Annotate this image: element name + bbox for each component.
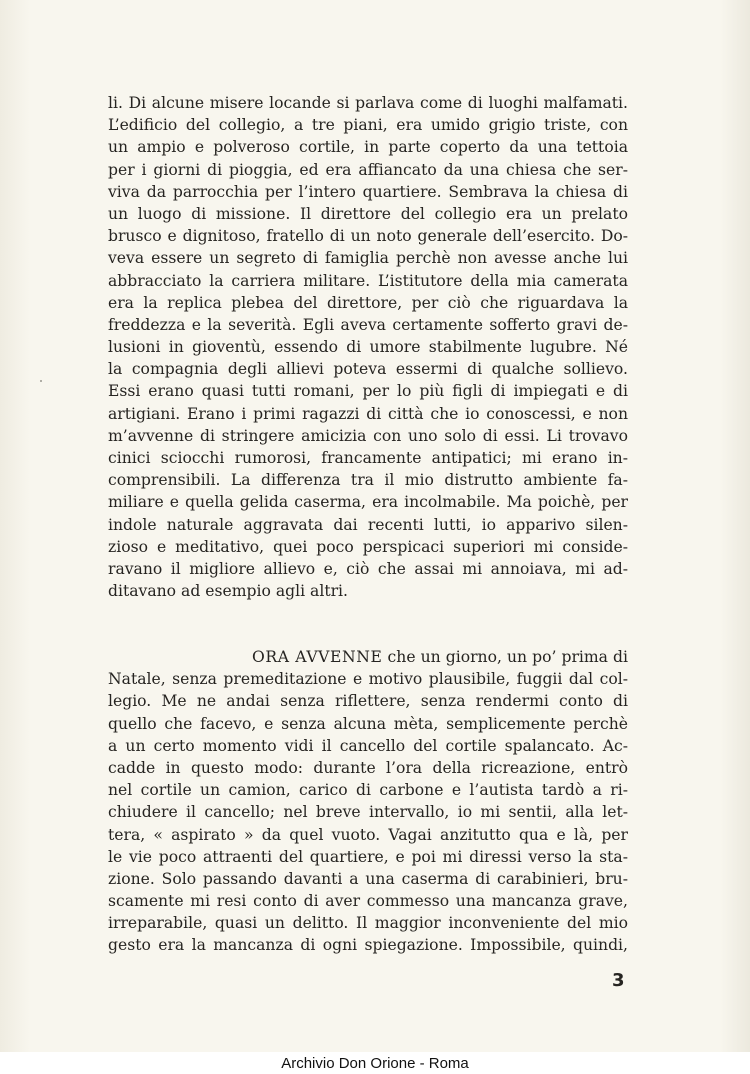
text-line: L’edificio del collegio, a tre piani, era umido grigio triste, con — [108, 116, 628, 135]
section-lead-caps: ORA AVVENNE — [252, 648, 383, 666]
archive-footer — [0, 1052, 750, 1074]
footer-label: Archivio Don Orione - Roma — [281, 1055, 469, 1072]
text-line: zione. Solo passando davanti a una caserma di carabinieri, bru- — [108, 869, 628, 888]
text-line: freddezza e la severità. Egli aveva certamente sofferto gravi de- — [108, 315, 628, 334]
text-line: un luogo di missione. Il direttore del collegio era un prelato — [108, 204, 628, 223]
text-line: cadde in questo modo: durante l’ora della ricreazione, entrò — [108, 758, 628, 777]
paragraph-1 — [108, 92, 628, 602]
text-line: viva da parrocchia per l’intero quartiere. Sembrava la chiesa di — [108, 182, 628, 201]
text-line: a un certo momento vidi il cancello del cortile spalancato. Ac- — [108, 736, 628, 755]
text-line: quello che facevo, e senza alcuna mèta, semplicemente perchè — [108, 714, 628, 733]
text-line: legio. Me ne andai senza riflettere, senza rendermi conto di — [108, 692, 628, 711]
text-line: gesto era la mancanza di ogni spiegazione. Impossibile, quindi, — [108, 936, 628, 955]
text-line: zioso e meditativo, quei poco perspicaci superiori mi conside- — [108, 537, 628, 556]
margin-speck — [40, 380, 42, 382]
text-line: cinici sciocchi rumorosi, francamente antipatici; mi erano in- — [108, 449, 628, 467]
text-line: chiudere il cancello; nel breve intervallo, io mi sentii, alla let- — [108, 803, 628, 822]
text-line: le vie poco attraenti del quartiere, e poi mi diressi verso la sta- — [108, 847, 628, 866]
text-line: per i giorni di pioggia, ed era affiancato da una chiesa che ser- — [108, 160, 628, 179]
text-line: scamente mi resi conto di aver commesso una mancanza grave, — [108, 892, 628, 911]
text-line: era la replica plebea del direttore, per ciò che riguardava la — [108, 293, 628, 312]
text-line: veva essere un segreto di famiglia perchè non avesse anche lui — [108, 249, 628, 268]
text-line: irreparabile, quasi un delitto. Il maggior inconveniente del mio — [108, 914, 628, 933]
text-line: brusco e dignitoso, fratello di un noto generale dell’esercito. Do- — [108, 227, 628, 246]
text-line: Natale, senza premeditazione e motivo plausibile, fuggii dal col- — [108, 670, 628, 689]
text-line: miliare e quella gelida caserma, era incolmabile. Ma poichè, per — [108, 493, 628, 512]
section-opening-line — [108, 646, 628, 668]
paragraph-2 — [108, 646, 628, 957]
text-line: artigiani. Erano i primi ragazzi di città che io conoscessi, e non — [108, 404, 628, 423]
text-line: Essi erano quasi tutti romani, per lo più figli di impiegati e di — [108, 382, 628, 401]
page-number: 3 — [612, 970, 625, 991]
text-line: un ampio e polveroso cortile, in parte coperto da una tettoia — [108, 138, 628, 157]
text-line: comprensibili. La differenza tra il mio distrutto ambiente fa- — [108, 471, 628, 490]
text-line: ditavano ad esempio agli altri. — [108, 582, 348, 601]
opening-line-rest: che un giorno, un po’ prima di — [382, 648, 628, 666]
text-line: lusioni in gioventù, essendo di umore stabilmente lugubre. Né — [108, 338, 628, 357]
text-line: tera, « aspirato » da quel vuoto. Vagai anzitutto qua e là, per — [108, 825, 628, 844]
text-line: abbracciato la carriera militare. L’istitutore della mia camerata — [108, 271, 628, 290]
text-line: indole naturale aggravata dai recenti lutti, io apparivo silen- — [108, 515, 628, 534]
text-line: nel cortile un camion, carico di carbone e l’autista tardò a ri- — [108, 781, 628, 800]
text-line: la compagnia degli allievi poteva essermi di qualche sollievo. — [108, 360, 628, 379]
text-line: m’avvenne di stringere amicizia con uno solo di essi. Li trovavo — [108, 426, 628, 445]
text-line: ravano il migliore allievo e, ciò che assai mi annoiava, mi ad- — [108, 559, 628, 578]
text-line: li. Di alcune misere locande si parlava come di luoghi malfamati. — [108, 94, 628, 112]
